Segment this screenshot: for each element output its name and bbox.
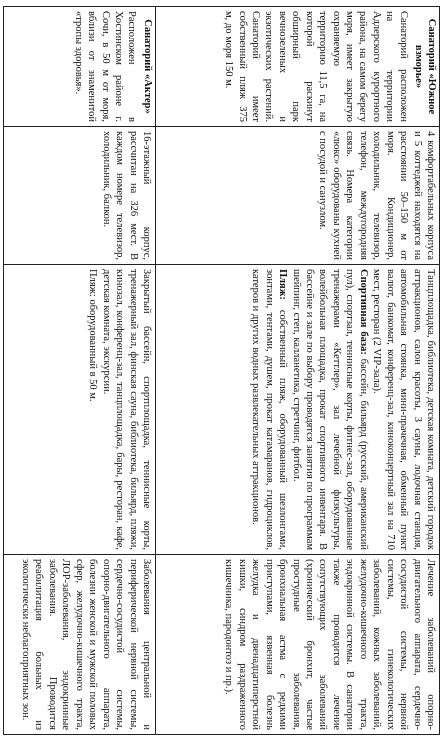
facilities-text: Закрытый бассейн, спортплощадка, теннисные корты, тренажерный зал, финская сауна, библиотека, бильярд, пляжи, кинозал, конференц-зал, танцплощадка, бары, ресторан, кафе, детская комната, экскурсии. xyxy=(100,269,152,550)
sport-label: Спортивная база: xyxy=(357,269,369,355)
rooms-text: 4 комфортабельных корпуса и 5 коттеджей находятся на расстоянии 50–150 м от моря. Кондиционер, холодильник, телевизор, телефон, междугородняя связь. Номера категории «люкс» оборудованы кухней с посудой и санузлом. xyxy=(317,131,436,260)
sanatorium-name: Санаторий «Южное взморье» xyxy=(413,18,437,115)
facilities-text: Танцплощадка, библиотека, детская комната, детский городок аттракционов, салон красоты, 3 сауны, лодочная станция, автомобильная стоянка, мини-прачечная, обменный пункт валют, банкомат, конференц-зал, киноконцертный зал на 710 мест, ресторан (2 VIP-зала). xyxy=(371,269,436,550)
rooms-text: 16-этажный корпус, рассчитан на 326 мест. В каждом номере телевизор, холодильник, балкон. xyxy=(100,131,152,260)
facilities-cell xyxy=(4,265,156,555)
sanatorium-name: Санаторий «Актер» xyxy=(142,19,153,114)
sport-text: бассейн, бильярд (русский, американский пул), спортзал, теннисные корты, фитнес-зал, оборудованные тренажерами «Кеттлер», зал лечебной физкультуры, волейбольная площадка, прокат спортивного инвентаря. В бассейне и зале по выбору проводятся занятия по программам шейпинг, степ, калланетика, стретчинг, фитбол. xyxy=(290,269,369,551)
beach-label: Пляж: xyxy=(277,269,289,300)
accommodation-cell xyxy=(4,127,156,265)
beach-text: собственный пляж, оборудованный шезлонгами, зонтами, тентами, душем, прокат катамаранов, гидроциклов, катеров и других водных развлекательных аттракционов. xyxy=(250,269,289,551)
sanatorium-location-cell xyxy=(156,7,440,127)
location-text: Санаторий расположен на территории Адлерского курортного района, на самом берегу моря, имеет закрытую охраняемую территорию 11,5 га, на которой раскинут обширный парк вечнозеленых и экзотических растений. Санаторий имеет собственный пляж 375 м, до моря 150 м. xyxy=(223,11,409,122)
accommodation-cell xyxy=(156,127,440,265)
treatment-cell xyxy=(156,555,440,735)
table-row xyxy=(156,7,440,735)
beach-text: Пляж: оборудованный в 50 м. xyxy=(87,269,99,402)
treatment-text: Лечение заболеваний опорно-двигательного аппарата, сердечно-сосудистой системы, нервной системы, гинекологических заболеваний, кожных заболеваний, желудочно-кишечного тракта, эндокринной системы. В санатории также проводится лечение сопутствующих заболеваний (хронический бронхит, частые простудные заболевания, бронхиальная астма с редкими приступами, язвенная болезнь желудка и двенадцатиперстной кишки, синдром раздраженного кишечника, пародонтоз и пр.). xyxy=(223,559,436,730)
treatment-cell xyxy=(4,555,156,735)
table-row xyxy=(4,7,156,735)
sanatorium-location-cell xyxy=(4,7,156,127)
location-text: Расположен в Хостинском районе г. Сочи, в 50 м от моря, вблизи от знаменитой «тропы здоровья». xyxy=(72,11,138,122)
facilities-cell xyxy=(156,265,440,555)
treatment-text: Заболевания центральной и периферической нервной системы, сердечно-сосудистой системы, опорно-двигательного аппарата, болезни женской и мужской половых сфер, желудочно-кишечного тракта, ЛОР-заболевания, эндокринные заболевания. Проводится реабилитация больных из экологически неблагоприятных зон. xyxy=(20,559,152,730)
sanatoria-table xyxy=(3,6,440,735)
